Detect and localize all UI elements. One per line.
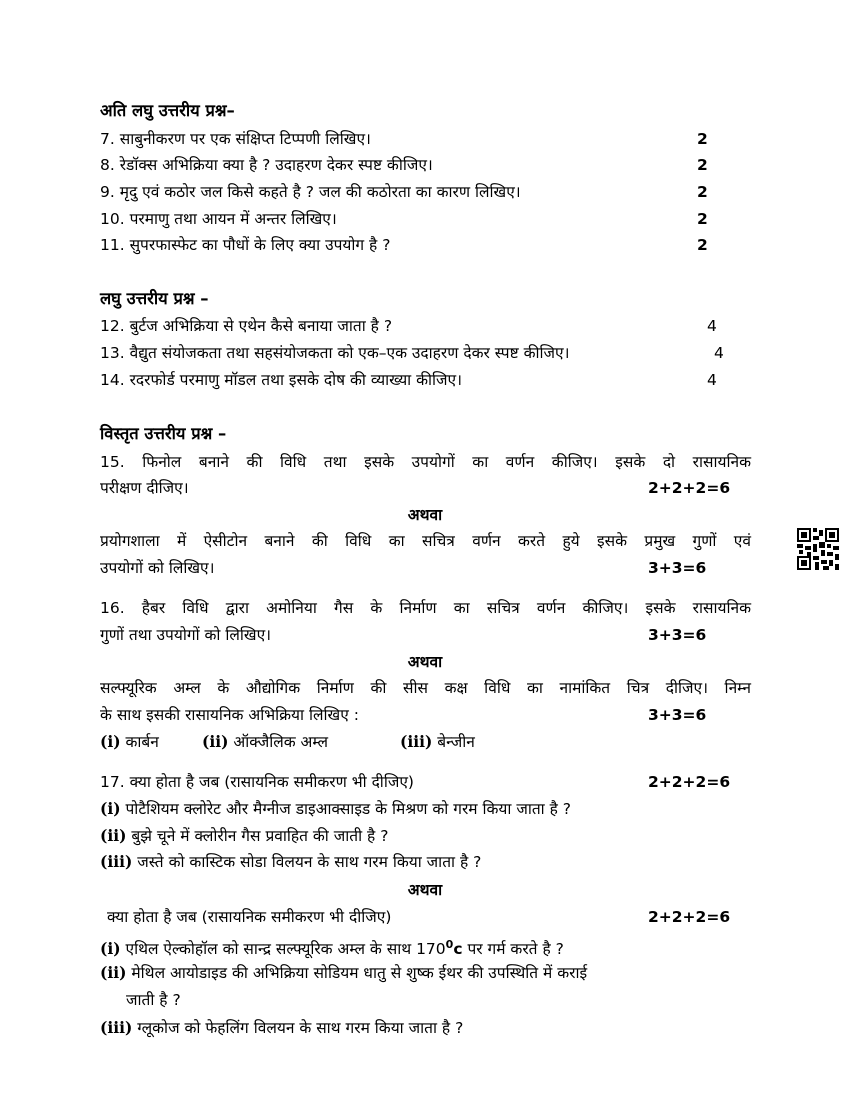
question-17-line1: 17. क्या होता है जब (रासायनिक समीकरण भी दीजिए) [100, 773, 414, 791]
q17-alt-part-iii [100, 1018, 463, 1038]
part-text: पोटैशियम क्लोरेट और मैग्नीज डाइआक्साइड के मिश्रण को गरम किया जाता है ? [125, 800, 572, 818]
marks-q7: 2 [697, 130, 708, 148]
part-number: (i) [100, 939, 121, 959]
option-text: बेन्जीन [437, 733, 475, 751]
degree-sup: 0 [445, 938, 454, 951]
question-16-line2: गुणों तथा उपयोगों को लिखिए। [100, 626, 272, 644]
or-label-q17: अथवा [407, 881, 443, 899]
section-heading-very-short: अति लघु उत्तरीय प्रश्न– [100, 101, 235, 120]
or-label-q16: अथवा [407, 653, 443, 671]
marks-q17-alt: 2+2+2=6 [648, 908, 731, 926]
marks-q16-alt: 3+3=6 [648, 706, 707, 724]
question-8: 8. रेडॉक्स अभिक्रिया क्या है ? उदाहरण देकर स्पष्ट कीजिए। [100, 156, 433, 174]
marks-q12: 4 [707, 317, 717, 335]
question-16-alt-line2: के साथ इसकी रासायनिक अभिक्रिया लिखिए : [100, 706, 359, 724]
question-15-alt-line2: उपयोगों को लिखिए। [100, 559, 215, 577]
question-15-line1: 15. फिनोल बनाने की विधि तथा इसके उपयोगों का वर्णन कीजिए। इसके दो रासायनिक [100, 453, 751, 471]
part-text: जस्ते को कास्टिक सोडा विलयन के साथ गरम किया जाता है ? [137, 853, 482, 871]
question-16-line1: 16. हैबर विधि द्वारा अमोनिया गैस के निर्माण का सचित्र वर्णन कीजिए। इसके रासायनिक [100, 599, 751, 617]
q17-alt-part-ii-cont: जाती है ? [126, 991, 181, 1009]
part-text: बुझे चूने में क्लोरीन गैस प्रवाहित की जाती है ? [131, 827, 389, 845]
marks-q8: 2 [697, 156, 708, 174]
part-number: (i) [100, 799, 121, 818]
q17-part-i [100, 799, 571, 819]
option-ii [202, 732, 328, 752]
q17-alt-part-i [100, 935, 564, 959]
option-number: (ii) [202, 732, 229, 751]
part-number: (ii) [100, 963, 127, 982]
question-13: 13. वैद्युत संयोजकता तथा सहसंयोजकता को एक–एक उदाहरण देकर स्पष्ट कीजिए। [100, 344, 570, 362]
part-text: ग्लूकोज को फेहलिंग विलयन के साथ गरम किया जाता है ? [137, 1019, 464, 1037]
qr-code-icon [797, 528, 839, 570]
question-17-alt-line1: क्या होता है जब (रासायनिक समीकरण भी दीजिए) [107, 908, 392, 926]
marks-q9: 2 [697, 183, 708, 201]
option-number: (iii) [400, 732, 433, 751]
q17-part-iii [100, 852, 481, 872]
question-10: 10. परमाणु तथा आयन में अन्तर लिखिए। [100, 210, 337, 228]
part-number: (iii) [100, 852, 133, 871]
question-7: 7. साबुनीकरण पर एक संक्षिप्त टिप्पणी लिखिए। [100, 130, 371, 148]
option-text: ऑक्जैलिक अम्ल [233, 733, 329, 751]
part-text: एथिल ऐल्कोहॉल को सान्द्र सल्फ्यूरिक अम्ल के साथ 170 [125, 940, 446, 959]
marks-q17: 2+2+2=6 [648, 773, 731, 791]
part-number: (ii) [100, 826, 127, 845]
section-heading-long: विस्तृत उत्तरीय प्रश्न – [100, 424, 227, 443]
part-text-after: पर गर्म करते है ? [462, 940, 564, 959]
question-15-alt-line1: प्रयोगशाला में ऐसीटोन बनाने की विधि का सचित्र वर्णन करते हुये इसके प्रमुख गुणों एवं [100, 532, 751, 550]
option-i [100, 732, 159, 752]
part-text: मेथिल आयोडाइड की अभिक्रिया सोडियम धातु से शुष्क ईथर की उपस्थिति में कराई [131, 964, 588, 982]
marks-q11: 2 [697, 236, 708, 254]
question-12: 12. बुर्टज अभिक्रिया से एथेन कैसे बनाया जाता है ? [100, 317, 393, 335]
question-14: 14. रदरफोर्ड परमाणु मॉडल तथा इसके दोष की व्याख्या कीजिए। [100, 371, 463, 389]
marks-q15: 2+2+2=6 [648, 479, 731, 497]
marks-q14: 4 [707, 371, 717, 389]
marks-q10: 2 [697, 210, 708, 228]
option-number: (i) [100, 732, 121, 751]
question-11: 11. सुपरफास्फेट का पौधों के लिए क्या उपयोग है ? [100, 236, 391, 254]
question-9: 9. मृदु एवं कठोर जल किसे कहते है ? जल की कठोरता का कारण लिखिए। [100, 183, 521, 201]
marks-q13: 4 [714, 344, 724, 362]
or-label-q15: अथवा [407, 506, 443, 524]
section-heading-short: लघु उत्तरीय प्रश्न – [100, 289, 209, 308]
q17-alt-part-ii [100, 963, 587, 983]
marks-q16: 3+3=6 [648, 626, 707, 644]
marks-q15-alt: 3+3=6 [648, 559, 707, 577]
question-15-line2: परीक्षण दीजिए। [100, 479, 189, 497]
q17-part-ii [100, 826, 388, 846]
option-iii [400, 732, 475, 752]
part-number: (iii) [100, 1018, 133, 1037]
degree-unit: c [453, 940, 463, 959]
option-text: कार्बन [125, 733, 159, 751]
question-16-alt-line1: सल्फ्यूरिक अम्ल के औद्योगिक निर्माण की सीस कक्ष विधि का नामांकित चित्र दीजिए। निम्न [100, 679, 751, 697]
